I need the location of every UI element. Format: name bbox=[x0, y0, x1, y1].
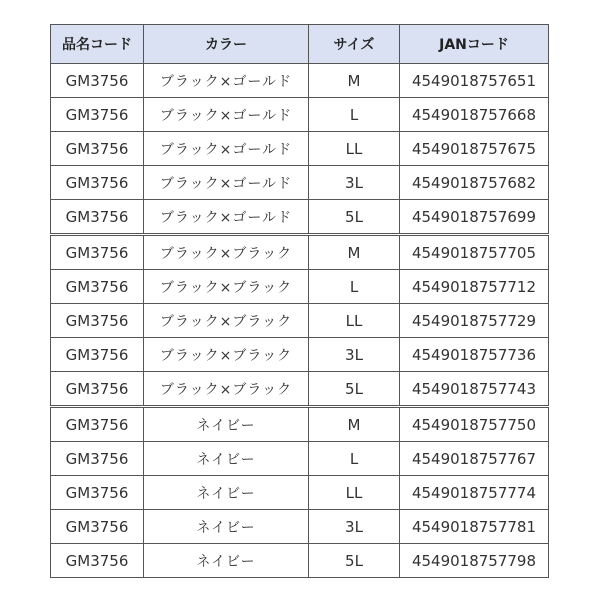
cell-size: 5L bbox=[309, 544, 400, 578]
cell-product-code: GM3756 bbox=[51, 64, 144, 98]
cell-jan-code: 4549018757750 bbox=[400, 407, 549, 442]
cell-product-code: GM3756 bbox=[51, 270, 144, 304]
cell-size: M bbox=[309, 64, 400, 98]
cell-product-code: GM3756 bbox=[51, 132, 144, 166]
cell-jan-code: 4549018757682 bbox=[400, 166, 549, 200]
cell-jan-code: 4549018757798 bbox=[400, 544, 549, 578]
cell-color: ブラック×ブラック bbox=[144, 372, 309, 407]
cell-color: ネイビー bbox=[144, 476, 309, 510]
cell-size: LL bbox=[309, 132, 400, 166]
table-row bbox=[51, 407, 549, 442]
cell-color: ブラック×ゴールド bbox=[144, 166, 309, 200]
table-row bbox=[51, 304, 549, 338]
cell-size: M bbox=[309, 407, 400, 442]
table-row bbox=[51, 270, 549, 304]
cell-jan-code: 4549018757781 bbox=[400, 510, 549, 544]
cell-product-code: GM3756 bbox=[51, 166, 144, 200]
table-row bbox=[51, 166, 549, 200]
cell-color: ブラック×ゴールド bbox=[144, 64, 309, 98]
header-product-code: 品名コード bbox=[51, 25, 144, 64]
cell-jan-code: 4549018757767 bbox=[400, 442, 549, 476]
table-row bbox=[51, 544, 549, 578]
cell-product-code: GM3756 bbox=[51, 372, 144, 407]
header-jan-code: JANコード bbox=[400, 25, 549, 64]
cell-size: M bbox=[309, 235, 400, 270]
cell-product-code: GM3756 bbox=[51, 510, 144, 544]
cell-color: ネイビー bbox=[144, 442, 309, 476]
product-table bbox=[50, 24, 549, 578]
cell-product-code: GM3756 bbox=[51, 338, 144, 372]
table-row bbox=[51, 476, 549, 510]
cell-size: L bbox=[309, 270, 400, 304]
cell-color: ネイビー bbox=[144, 510, 309, 544]
cell-color: ブラック×ゴールド bbox=[144, 132, 309, 166]
table-row bbox=[51, 132, 549, 166]
cell-jan-code: 4549018757699 bbox=[400, 200, 549, 235]
cell-size: 5L bbox=[309, 200, 400, 235]
cell-color: ネイビー bbox=[144, 544, 309, 578]
cell-product-code: GM3756 bbox=[51, 235, 144, 270]
cell-jan-code: 4549018757712 bbox=[400, 270, 549, 304]
cell-color: ブラック×ブラック bbox=[144, 338, 309, 372]
cell-color: ブラック×ブラック bbox=[144, 304, 309, 338]
cell-color: ブラック×ブラック bbox=[144, 235, 309, 270]
cell-jan-code: 4549018757774 bbox=[400, 476, 549, 510]
cell-size: 5L bbox=[309, 372, 400, 407]
table-header-row bbox=[51, 25, 549, 64]
cell-size: L bbox=[309, 442, 400, 476]
product-table-container bbox=[50, 24, 548, 578]
cell-product-code: GM3756 bbox=[51, 98, 144, 132]
header-size: サイズ bbox=[309, 25, 400, 64]
cell-jan-code: 4549018757675 bbox=[400, 132, 549, 166]
cell-size: L bbox=[309, 98, 400, 132]
table-row bbox=[51, 64, 549, 98]
cell-product-code: GM3756 bbox=[51, 407, 144, 442]
table-row bbox=[51, 372, 549, 407]
cell-size: 3L bbox=[309, 510, 400, 544]
header-color: カラー bbox=[144, 25, 309, 64]
cell-jan-code: 4549018757668 bbox=[400, 98, 549, 132]
cell-jan-code: 4549018757705 bbox=[400, 235, 549, 270]
cell-size: 3L bbox=[309, 166, 400, 200]
cell-product-code: GM3756 bbox=[51, 544, 144, 578]
table-row bbox=[51, 510, 549, 544]
cell-product-code: GM3756 bbox=[51, 476, 144, 510]
cell-product-code: GM3756 bbox=[51, 200, 144, 235]
cell-product-code: GM3756 bbox=[51, 304, 144, 338]
cell-size: LL bbox=[309, 476, 400, 510]
cell-color: ネイビー bbox=[144, 407, 309, 442]
cell-color: ブラック×ゴールド bbox=[144, 200, 309, 235]
cell-jan-code: 4549018757729 bbox=[400, 304, 549, 338]
table-row bbox=[51, 200, 549, 235]
table-row bbox=[51, 235, 549, 270]
cell-jan-code: 4549018757743 bbox=[400, 372, 549, 407]
cell-size: 3L bbox=[309, 338, 400, 372]
table-row bbox=[51, 442, 549, 476]
cell-jan-code: 4549018757651 bbox=[400, 64, 549, 98]
cell-jan-code: 4549018757736 bbox=[400, 338, 549, 372]
cell-color: ブラック×ブラック bbox=[144, 270, 309, 304]
table-row bbox=[51, 338, 549, 372]
table-row bbox=[51, 98, 549, 132]
cell-color: ブラック×ゴールド bbox=[144, 98, 309, 132]
cell-size: LL bbox=[309, 304, 400, 338]
cell-product-code: GM3756 bbox=[51, 442, 144, 476]
